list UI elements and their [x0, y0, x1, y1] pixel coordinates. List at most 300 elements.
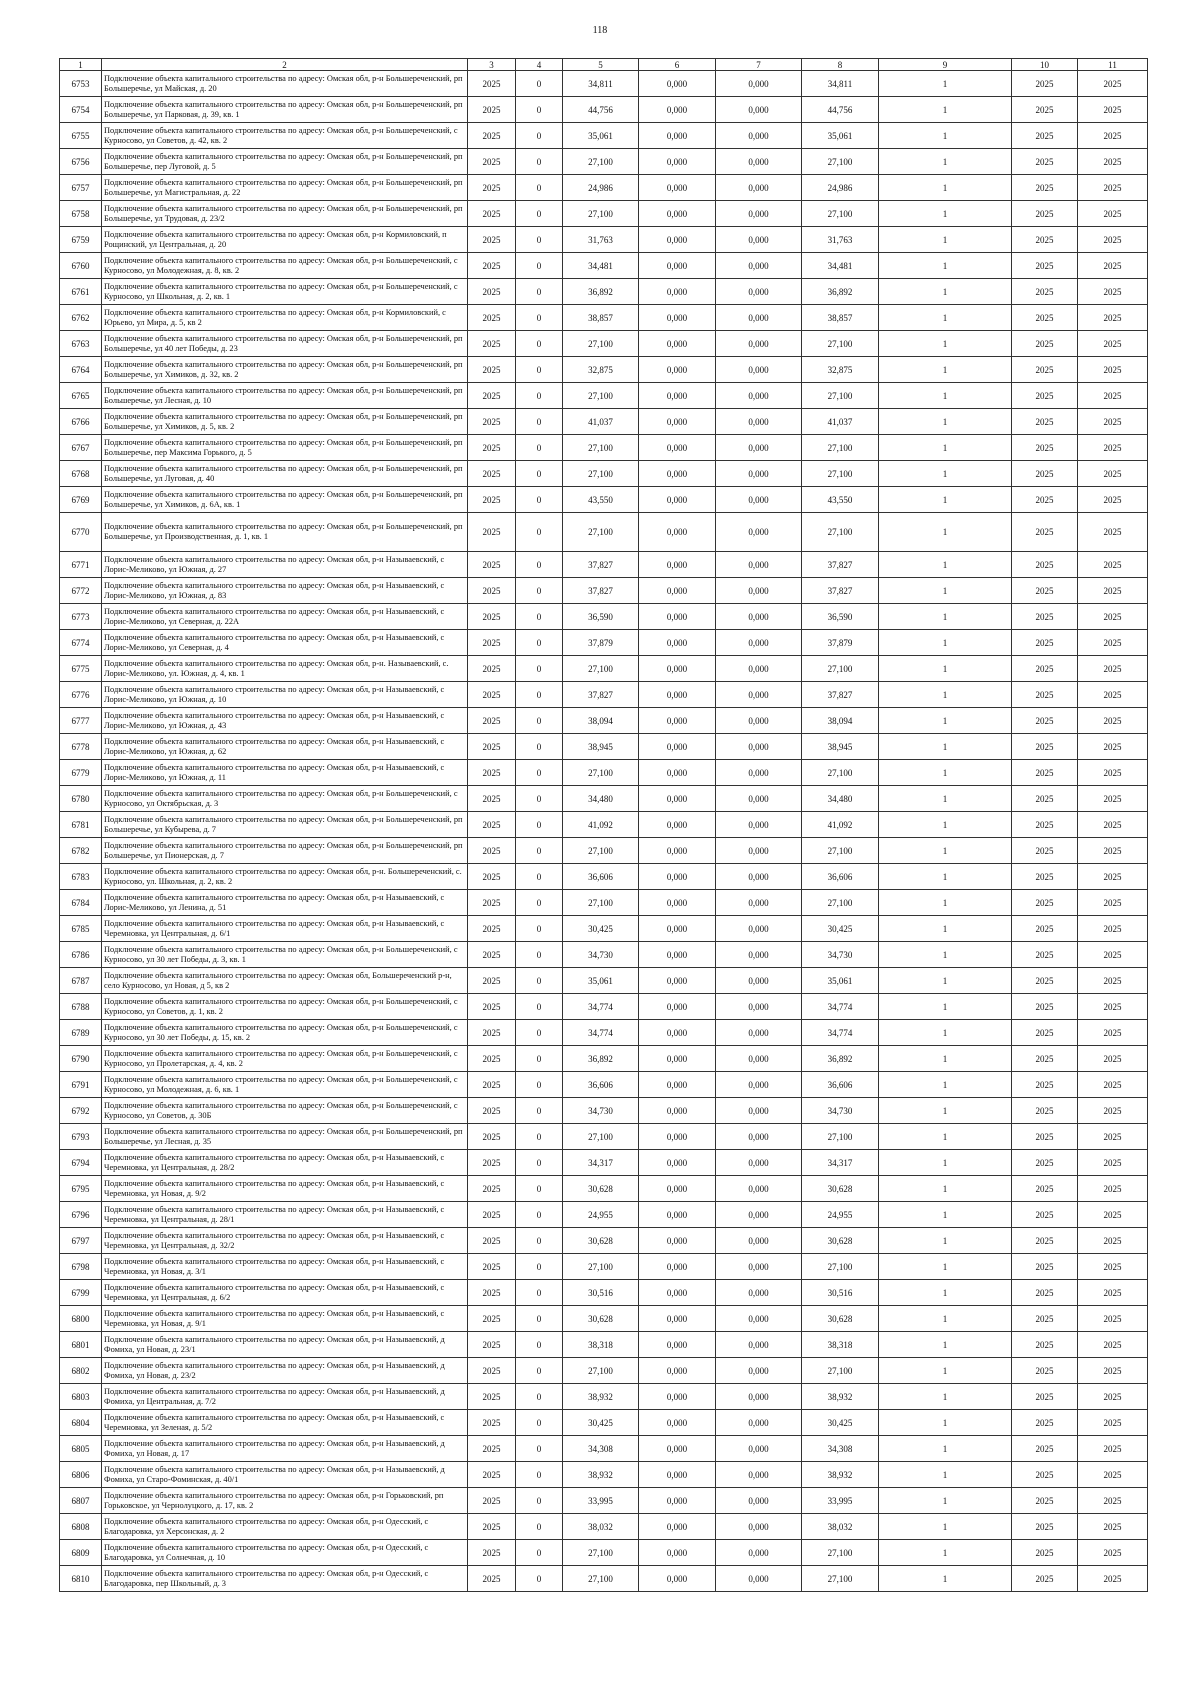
table-row: [60, 1384, 1148, 1410]
col-7-amount: 0,000: [716, 604, 802, 630]
col-5-amount: 27,100: [563, 760, 639, 786]
col-6-amount: 0,000: [639, 487, 716, 513]
col-6-amount: 0,000: [639, 383, 716, 409]
column-header-2: 2: [102, 59, 468, 71]
col-11-year: 2025: [1078, 604, 1148, 630]
col-5-amount: 27,100: [563, 890, 639, 916]
col-5-amount: 27,100: [563, 1566, 639, 1592]
col-5-amount: 30,425: [563, 1410, 639, 1436]
object-description: Подключение объекта капитального строительства по адресу: Омская обл, р-н Называевский, д Фомиха, ул Старо-Фоминская, д. 40/1: [102, 1462, 468, 1488]
col-3-year: 2025: [468, 682, 516, 708]
col-6-amount: 0,000: [639, 1436, 716, 1462]
col-10-year: 2025: [1012, 1124, 1078, 1150]
col-3-year: 2025: [468, 435, 516, 461]
col-6-amount: 0,000: [639, 760, 716, 786]
row-number: 6759: [60, 227, 102, 253]
col-5-amount: 34,317: [563, 1150, 639, 1176]
object-description: Подключение объекта капитального строительства по адресу: Омская обл, р-н Называевский, с Лорис-Меликово, ул Северная, д. 22А: [102, 604, 468, 630]
col-6-amount: 0,000: [639, 1072, 716, 1098]
connections-table: [59, 58, 1148, 1592]
col-11-year: 2025: [1078, 1176, 1148, 1202]
col-8-amount: 27,100: [802, 513, 879, 552]
object-description: Подключение объекта капитального строительства по адресу: Омская обл, р-н Большереченский, рп Большеречье, ул 40 лет Победы, д. 23: [102, 331, 468, 357]
table-row: [60, 175, 1148, 201]
column-header-1: 1: [60, 59, 102, 71]
col-7-amount: 0,000: [716, 1280, 802, 1306]
column-header-5: 5: [563, 59, 639, 71]
col-9-count: 1: [879, 1280, 1012, 1306]
row-number: 6762: [60, 305, 102, 331]
object-description: Подключение объекта капитального строительства по адресу: Омская обл, р-н Называевский, с Лорис-Меликово, ул Южная, д. 43: [102, 708, 468, 734]
col-11-year: 2025: [1078, 513, 1148, 552]
col-6-amount: 0,000: [639, 864, 716, 890]
row-number: 6782: [60, 838, 102, 864]
col-5-amount: 27,100: [563, 461, 639, 487]
col-10-year: 2025: [1012, 1176, 1078, 1202]
row-number: 6806: [60, 1462, 102, 1488]
col-9-count: 1: [879, 1176, 1012, 1202]
table-row: [60, 409, 1148, 435]
col-3-year: 2025: [468, 1306, 516, 1332]
row-number: 6790: [60, 1046, 102, 1072]
col-3-year: 2025: [468, 305, 516, 331]
col-4-value: 0: [516, 1462, 563, 1488]
col-4-value: 0: [516, 682, 563, 708]
col-6-amount: 0,000: [639, 1254, 716, 1280]
col-8-amount: 41,037: [802, 409, 879, 435]
col-9-count: 1: [879, 1462, 1012, 1488]
row-number: 6775: [60, 656, 102, 682]
col-8-amount: 33,995: [802, 1488, 879, 1514]
col-10-year: 2025: [1012, 1514, 1078, 1540]
col-6-amount: 0,000: [639, 1358, 716, 1384]
col-8-amount: 24,986: [802, 175, 879, 201]
col-11-year: 2025: [1078, 1384, 1148, 1410]
col-9-count: 1: [879, 175, 1012, 201]
col-3-year: 2025: [468, 123, 516, 149]
col-6-amount: 0,000: [639, 708, 716, 734]
table-row: [60, 942, 1148, 968]
col-6-amount: 0,000: [639, 331, 716, 357]
col-9-count: 1: [879, 604, 1012, 630]
col-9-count: 1: [879, 1306, 1012, 1332]
col-10-year: 2025: [1012, 734, 1078, 760]
col-3-year: 2025: [468, 1072, 516, 1098]
col-10-year: 2025: [1012, 682, 1078, 708]
col-4-value: 0: [516, 123, 563, 149]
table-row: [60, 1150, 1148, 1176]
col-7-amount: 0,000: [716, 1306, 802, 1332]
col-9-count: 1: [879, 838, 1012, 864]
col-9-count: 1: [879, 123, 1012, 149]
col-4-value: 0: [516, 864, 563, 890]
col-10-year: 2025: [1012, 942, 1078, 968]
col-4-value: 0: [516, 942, 563, 968]
col-4-value: 0: [516, 201, 563, 227]
row-number: 6758: [60, 201, 102, 227]
col-3-year: 2025: [468, 227, 516, 253]
col-9-count: 1: [879, 1254, 1012, 1280]
col-9-count: 1: [879, 1150, 1012, 1176]
col-7-amount: 0,000: [716, 1488, 802, 1514]
col-9-count: 1: [879, 1072, 1012, 1098]
col-10-year: 2025: [1012, 383, 1078, 409]
col-10-year: 2025: [1012, 968, 1078, 994]
col-10-year: 2025: [1012, 175, 1078, 201]
col-9-count: 1: [879, 578, 1012, 604]
col-4-value: 0: [516, 916, 563, 942]
col-5-amount: 27,100: [563, 838, 639, 864]
col-6-amount: 0,000: [639, 682, 716, 708]
col-3-year: 2025: [468, 1358, 516, 1384]
col-4-value: 0: [516, 305, 563, 331]
table-row: [60, 1514, 1148, 1540]
col-11-year: 2025: [1078, 1540, 1148, 1566]
col-7-amount: 0,000: [716, 513, 802, 552]
row-number: 6788: [60, 994, 102, 1020]
col-10-year: 2025: [1012, 305, 1078, 331]
col-6-amount: 0,000: [639, 513, 716, 552]
col-11-year: 2025: [1078, 383, 1148, 409]
object-description: Подключение объекта капитального строительства по адресу: Омская обл, р-н Горьковский, рп Горьковское, ул Чернолуцкого, д. 17, кв. 2: [102, 1488, 468, 1514]
col-8-amount: 27,100: [802, 838, 879, 864]
col-8-amount: 30,425: [802, 1410, 879, 1436]
object-description: Подключение объекта капитального строительства по адресу: Омская обл, р-н Большереченский, с Курносово, ул Школьная, д. 2, кв. 1: [102, 279, 468, 305]
col-11-year: 2025: [1078, 942, 1148, 968]
column-header-8: 8: [802, 59, 879, 71]
col-11-year: 2025: [1078, 968, 1148, 994]
col-4-value: 0: [516, 630, 563, 656]
row-number: 6766: [60, 409, 102, 435]
col-10-year: 2025: [1012, 630, 1078, 656]
col-9-count: 1: [879, 1046, 1012, 1072]
col-8-amount: 38,032: [802, 1514, 879, 1540]
col-7-amount: 0,000: [716, 1202, 802, 1228]
col-3-year: 2025: [468, 1514, 516, 1540]
col-3-year: 2025: [468, 1254, 516, 1280]
col-5-amount: 35,061: [563, 968, 639, 994]
table-row: [60, 994, 1148, 1020]
col-10-year: 2025: [1012, 786, 1078, 812]
col-3-year: 2025: [468, 513, 516, 552]
col-3-year: 2025: [468, 1462, 516, 1488]
col-3-year: 2025: [468, 1436, 516, 1462]
col-10-year: 2025: [1012, 578, 1078, 604]
col-11-year: 2025: [1078, 1202, 1148, 1228]
col-4-value: 0: [516, 1202, 563, 1228]
col-5-amount: 34,308: [563, 1436, 639, 1462]
col-8-amount: 38,932: [802, 1384, 879, 1410]
row-number: 6789: [60, 1020, 102, 1046]
table-row: [60, 838, 1148, 864]
col-11-year: 2025: [1078, 357, 1148, 383]
col-8-amount: 27,100: [802, 1540, 879, 1566]
object-description: Подключение объекта капитального строительства по адресу: Омская обл, р-н Кормиловский, с Юрьево, ул Мира, д. 5, кв 2: [102, 305, 468, 331]
col-7-amount: 0,000: [716, 1098, 802, 1124]
col-3-year: 2025: [468, 97, 516, 123]
table-row: [60, 97, 1148, 123]
col-3-year: 2025: [468, 812, 516, 838]
object-description: Подключение объекта капитального строительства по адресу: Омская обл, р-н Большереченский, с Курносово, ул 30 лет Победы, д. 15, кв. 2: [102, 1020, 468, 1046]
col-3-year: 2025: [468, 383, 516, 409]
col-10-year: 2025: [1012, 708, 1078, 734]
col-5-amount: 31,763: [563, 227, 639, 253]
object-description: Подключение объекта капитального строительства по адресу: Омская обл, р-н Называевский, с Черемновка, ул Новая, д. 9/2: [102, 1176, 468, 1202]
col-5-amount: 36,606: [563, 1072, 639, 1098]
col-3-year: 2025: [468, 1540, 516, 1566]
col-7-amount: 0,000: [716, 357, 802, 383]
col-11-year: 2025: [1078, 1514, 1148, 1540]
col-5-amount: 37,827: [563, 682, 639, 708]
col-4-value: 0: [516, 435, 563, 461]
col-8-amount: 38,857: [802, 305, 879, 331]
col-7-amount: 0,000: [716, 409, 802, 435]
object-description: Подключение объекта капитального строительства по адресу: Омская обл, р-н Большереченский, с Курносово, ул Пролетарская, д. 4, кв. 2: [102, 1046, 468, 1072]
col-7-amount: 0,000: [716, 1072, 802, 1098]
col-4-value: 0: [516, 331, 563, 357]
col-8-amount: 43,550: [802, 487, 879, 513]
object-description: Подключение объекта капитального строительства по адресу: Омская обл, р-н Большереченский, с Курносово, ул Молодежная, д. 8, кв. 2: [102, 253, 468, 279]
col-6-amount: 0,000: [639, 552, 716, 578]
col-4-value: 0: [516, 1124, 563, 1150]
row-number: 6779: [60, 760, 102, 786]
col-6-amount: 0,000: [639, 1540, 716, 1566]
col-9-count: 1: [879, 786, 1012, 812]
col-5-amount: 27,100: [563, 1124, 639, 1150]
row-number: 6797: [60, 1228, 102, 1254]
row-number: 6802: [60, 1358, 102, 1384]
col-7-amount: 0,000: [716, 175, 802, 201]
col-5-amount: 32,875: [563, 357, 639, 383]
table-row: [60, 513, 1148, 552]
col-7-amount: 0,000: [716, 1384, 802, 1410]
col-11-year: 2025: [1078, 1488, 1148, 1514]
col-11-year: 2025: [1078, 786, 1148, 812]
col-4-value: 0: [516, 1020, 563, 1046]
column-header-3: 3: [468, 59, 516, 71]
col-5-amount: 41,092: [563, 812, 639, 838]
col-7-amount: 0,000: [716, 786, 802, 812]
col-5-amount: 34,774: [563, 1020, 639, 1046]
col-3-year: 2025: [468, 604, 516, 630]
table-row: [60, 71, 1148, 97]
col-8-amount: 38,318: [802, 1332, 879, 1358]
col-8-amount: 36,892: [802, 1046, 879, 1072]
col-7-amount: 0,000: [716, 279, 802, 305]
row-number: 6787: [60, 968, 102, 994]
column-header-6: 6: [639, 59, 716, 71]
col-7-amount: 0,000: [716, 1176, 802, 1202]
col-11-year: 2025: [1078, 552, 1148, 578]
col-8-amount: 27,100: [802, 890, 879, 916]
col-8-amount: 37,827: [802, 578, 879, 604]
col-10-year: 2025: [1012, 1150, 1078, 1176]
col-4-value: 0: [516, 149, 563, 175]
col-4-value: 0: [516, 552, 563, 578]
col-5-amount: 27,100: [563, 656, 639, 682]
col-5-amount: 34,730: [563, 1098, 639, 1124]
col-7-amount: 0,000: [716, 968, 802, 994]
col-6-amount: 0,000: [639, 942, 716, 968]
column-header-7: 7: [716, 59, 802, 71]
col-6-amount: 0,000: [639, 1410, 716, 1436]
col-8-amount: 34,774: [802, 994, 879, 1020]
object-description: Подключение объекта капитального строительства по адресу: Омская обл, р-н Называевский, с Черемновка, ул Новая, д. 3/1: [102, 1254, 468, 1280]
object-description: Подключение объекта капитального строительства по адресу: Омская обл, р-н Называевский, с Лорис-Меликово, ул Южная, д. 83: [102, 578, 468, 604]
col-9-count: 1: [879, 149, 1012, 175]
row-number: 6757: [60, 175, 102, 201]
col-10-year: 2025: [1012, 1306, 1078, 1332]
column-header-11: 11: [1078, 59, 1148, 71]
col-9-count: 1: [879, 1098, 1012, 1124]
col-4-value: 0: [516, 1514, 563, 1540]
row-number: 6755: [60, 123, 102, 149]
object-description: Подключение объекта капитального строительства по адресу: Омская обл, р-н Большереченский, с Курносово, ул Молодежная, д. 6, кв. 1: [102, 1072, 468, 1098]
col-10-year: 2025: [1012, 838, 1078, 864]
row-number: 6785: [60, 916, 102, 942]
object-description: Подключение объекта капитального строительства по адресу: Омская обл, р-н Называевский, с Лорис-Меликово, ул Южная, д. 11: [102, 760, 468, 786]
col-10-year: 2025: [1012, 1358, 1078, 1384]
col-10-year: 2025: [1012, 1046, 1078, 1072]
col-11-year: 2025: [1078, 97, 1148, 123]
table-row: [60, 1306, 1148, 1332]
col-9-count: 1: [879, 760, 1012, 786]
col-5-amount: 38,094: [563, 708, 639, 734]
col-11-year: 2025: [1078, 1254, 1148, 1280]
col-9-count: 1: [879, 1228, 1012, 1254]
object-description: Подключение объекта капитального строительства по адресу: Омская обл, р-н Называевский, с Черемновка, ул Центральная, д. 6/2: [102, 1280, 468, 1306]
col-7-amount: 0,000: [716, 1228, 802, 1254]
col-6-amount: 0,000: [639, 435, 716, 461]
row-number: 6754: [60, 97, 102, 123]
col-5-amount: 27,100: [563, 513, 639, 552]
col-3-year: 2025: [468, 1124, 516, 1150]
col-5-amount: 27,100: [563, 383, 639, 409]
col-10-year: 2025: [1012, 812, 1078, 838]
object-description: Подключение объекта капитального строительства по адресу: Омская обл, р-н Большереченский, рп Большеречье, ул Химиков, д. 5, кв. 2: [102, 409, 468, 435]
col-7-amount: 0,000: [716, 864, 802, 890]
col-7-amount: 0,000: [716, 838, 802, 864]
col-11-year: 2025: [1078, 1228, 1148, 1254]
col-10-year: 2025: [1012, 409, 1078, 435]
col-6-amount: 0,000: [639, 1228, 716, 1254]
table-row: [60, 812, 1148, 838]
col-10-year: 2025: [1012, 1072, 1078, 1098]
col-11-year: 2025: [1078, 435, 1148, 461]
col-7-amount: 0,000: [716, 1462, 802, 1488]
col-11-year: 2025: [1078, 487, 1148, 513]
object-description: Подключение объекта капитального строительства по адресу: Омская обл, р-н Большереченский, с Курносово, ул Советов, д. 42, кв. 2: [102, 123, 468, 149]
col-6-amount: 0,000: [639, 1020, 716, 1046]
col-8-amount: 27,100: [802, 1566, 879, 1592]
col-4-value: 0: [516, 487, 563, 513]
table-row: [60, 201, 1148, 227]
col-8-amount: 27,100: [802, 760, 879, 786]
col-8-amount: 34,730: [802, 1098, 879, 1124]
col-8-amount: 32,875: [802, 357, 879, 383]
col-8-amount: 37,827: [802, 552, 879, 578]
col-10-year: 2025: [1012, 1410, 1078, 1436]
row-number: 6810: [60, 1566, 102, 1592]
col-11-year: 2025: [1078, 201, 1148, 227]
col-3-year: 2025: [468, 1566, 516, 1592]
col-7-amount: 0,000: [716, 227, 802, 253]
col-3-year: 2025: [468, 656, 516, 682]
col-11-year: 2025: [1078, 890, 1148, 916]
table-row: [60, 149, 1148, 175]
col-10-year: 2025: [1012, 1280, 1078, 1306]
table-row: [60, 734, 1148, 760]
col-9-count: 1: [879, 1124, 1012, 1150]
col-8-amount: 27,100: [802, 1124, 879, 1150]
col-9-count: 1: [879, 1514, 1012, 1540]
object-description: Подключение объекта капитального строительства по адресу: Омская обл, р-н. Большереченский, с. Курносово, ул. Школьная, д. 2, кв. 2: [102, 864, 468, 890]
col-3-year: 2025: [468, 1228, 516, 1254]
col-4-value: 0: [516, 357, 563, 383]
col-5-amount: 34,774: [563, 994, 639, 1020]
col-10-year: 2025: [1012, 357, 1078, 383]
col-11-year: 2025: [1078, 578, 1148, 604]
table-row: [60, 1566, 1148, 1592]
col-8-amount: 27,100: [802, 201, 879, 227]
col-11-year: 2025: [1078, 864, 1148, 890]
col-9-count: 1: [879, 1020, 1012, 1046]
col-11-year: 2025: [1078, 227, 1148, 253]
col-6-amount: 0,000: [639, 123, 716, 149]
table-row: [60, 1358, 1148, 1384]
col-9-count: 1: [879, 435, 1012, 461]
col-6-amount: 0,000: [639, 97, 716, 123]
col-6-amount: 0,000: [639, 253, 716, 279]
col-4-value: 0: [516, 461, 563, 487]
col-8-amount: 34,811: [802, 71, 879, 97]
col-6-amount: 0,000: [639, 604, 716, 630]
col-10-year: 2025: [1012, 487, 1078, 513]
col-6-amount: 0,000: [639, 994, 716, 1020]
col-6-amount: 0,000: [639, 201, 716, 227]
col-11-year: 2025: [1078, 760, 1148, 786]
object-description: Подключение объекта капитального строительства по адресу: Омская обл, Большереченский р-н, село Курносово, ул Новая, д 5, кв 2: [102, 968, 468, 994]
col-5-amount: 37,827: [563, 578, 639, 604]
col-4-value: 0: [516, 708, 563, 734]
row-number: 6807: [60, 1488, 102, 1514]
col-5-amount: 30,516: [563, 1280, 639, 1306]
table-row: [60, 552, 1148, 578]
col-8-amount: 36,606: [802, 1072, 879, 1098]
col-8-amount: 34,480: [802, 786, 879, 812]
col-6-amount: 0,000: [639, 578, 716, 604]
col-9-count: 1: [879, 513, 1012, 552]
row-number: 6791: [60, 1072, 102, 1098]
col-9-count: 1: [879, 630, 1012, 656]
col-11-year: 2025: [1078, 1020, 1148, 1046]
col-4-value: 0: [516, 1410, 563, 1436]
col-6-amount: 0,000: [639, 1046, 716, 1072]
col-9-count: 1: [879, 383, 1012, 409]
col-5-amount: 36,892: [563, 1046, 639, 1072]
col-3-year: 2025: [468, 1280, 516, 1306]
col-3-year: 2025: [468, 71, 516, 97]
row-number: 6776: [60, 682, 102, 708]
col-5-amount: 41,037: [563, 409, 639, 435]
col-4-value: 0: [516, 1436, 563, 1462]
col-7-amount: 0,000: [716, 1566, 802, 1592]
col-3-year: 2025: [468, 942, 516, 968]
col-8-amount: 27,100: [802, 1254, 879, 1280]
col-7-amount: 0,000: [716, 656, 802, 682]
col-10-year: 2025: [1012, 1254, 1078, 1280]
col-9-count: 1: [879, 968, 1012, 994]
